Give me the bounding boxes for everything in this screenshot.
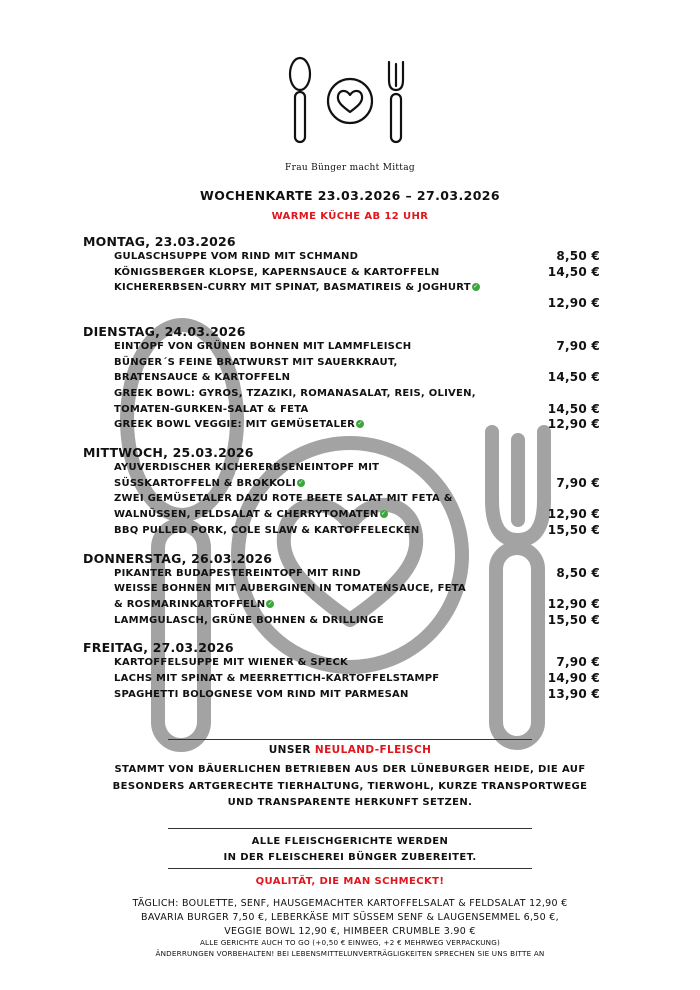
dish-name bbox=[83, 655, 510, 671]
day-heading: DONNERSTAG, 26.03.2026 bbox=[83, 550, 273, 566]
dish-text: GREEK BOWL: GYROS, TZAZIKI, ROMANASALAT, REIS, OLIVEN, TOMATEN-GURKEN-SALAT & FETA bbox=[114, 387, 476, 415]
dish-text: PIKANTER BUDAPESTEREINTOPF MIT RIND bbox=[114, 567, 361, 579]
dish-text: BÜNGER´S FEINE BRATWURST MIT SAUERKRAUT, BRATENSAUCE & KARTOFFELN bbox=[114, 356, 398, 384]
dish-price: 8,50 € bbox=[556, 565, 600, 580]
daily-offers bbox=[60, 897, 640, 939]
dish-name bbox=[83, 265, 510, 281]
menu-item bbox=[83, 687, 600, 703]
divider bbox=[168, 868, 532, 869]
dish-name bbox=[83, 581, 510, 612]
day-section bbox=[83, 445, 600, 539]
hours-notice: WARME KÜCHE AB 12 UHR bbox=[271, 211, 429, 222]
vegetarian-icon: ✓ bbox=[380, 510, 387, 518]
dish-price: 14,50 € bbox=[547, 401, 600, 416]
day-section bbox=[83, 551, 600, 629]
neuland-text: STAMMT VON BÄUERLICHEN BETRIEBEN AUS DER LÜNEBURGER HEIDE, DIE AUF BESONDERS ARTGERECHTE TIERHALTUNG, TIERWOHL, KURZE TRANSPORTWEGE UND TRANSPARENTE HERKUNFT SETZEN. bbox=[112, 764, 588, 808]
menu-item bbox=[83, 265, 600, 281]
day-heading: FREITAG, 27.03.2026 bbox=[83, 640, 234, 656]
neuland-highlight: NEULAND-FLEISCH bbox=[314, 744, 432, 756]
butcher-note-line: ALLE FLEISCHGERICHTE WERDEN bbox=[251, 836, 449, 847]
menu-item bbox=[83, 249, 600, 265]
dish-name bbox=[83, 566, 510, 582]
dish-price: 7,90 € bbox=[556, 655, 600, 670]
vegetarian-icon: ✓ bbox=[267, 599, 274, 607]
dish-text: KÖNIGSBERGER KLOPSE, KAPERNSAUCE & KARTOFFELN bbox=[114, 266, 440, 278]
dish-price: 12,90 € bbox=[547, 296, 600, 311]
dish-text: LACHS MIT SPINAT & MEERRETTICH-KARTOFFELSTAMPF bbox=[114, 673, 440, 685]
menu-item bbox=[83, 355, 600, 386]
day-section bbox=[83, 324, 600, 433]
menu-item bbox=[83, 339, 600, 355]
vegetarian-icon: ✓ bbox=[357, 420, 363, 428]
neuland-prefix: UNSER bbox=[268, 744, 315, 756]
dish-text: BBQ PULLED PORK, COLE SLAW & KARTOFFELECKEN bbox=[114, 524, 420, 536]
menu-item bbox=[83, 296, 600, 312]
dish-name bbox=[83, 249, 510, 265]
quality-slogan: QUALITÄT, DIE MAN SCHMECKT! bbox=[255, 876, 445, 887]
day-heading: MITTWOCH, 25.03.2026 bbox=[83, 445, 254, 461]
dish-price: 15,50 € bbox=[547, 612, 600, 627]
dish-text: EINTOPF VON GRÜNEN BOHNEN MIT LAMMFLEISCH bbox=[114, 340, 412, 352]
menu-item bbox=[83, 417, 600, 433]
brand-name: Frau Bünger macht Mittag bbox=[285, 163, 415, 173]
footnotes bbox=[60, 938, 640, 959]
dish-name bbox=[83, 339, 510, 355]
menu-item bbox=[83, 523, 600, 539]
footnote-line: ÄNDERRUNGEN VORBEHALTEN! BEI LEBENSMITTELUNVERTRÄGLIGKEITEN SPRECHEN SIE UNS BITTE AN bbox=[155, 948, 545, 958]
dish-price: 12,90 € bbox=[547, 417, 600, 432]
dish-name bbox=[83, 280, 510, 296]
day-section bbox=[83, 640, 600, 702]
footnote-line: ALLE GERICHTE AUCH TO GO (+0,50 € EINWEG, +2 € MEHRWEG VERPACKUNG) bbox=[199, 938, 501, 947]
day-heading: MONTAG, 23.03.2026 bbox=[83, 234, 236, 249]
menu-item bbox=[83, 280, 600, 296]
menu-item bbox=[83, 581, 600, 612]
page-title: WOCHENKARTE 23.03.2026 – 27.03.2026 bbox=[200, 188, 500, 203]
butcher-note bbox=[110, 834, 590, 866]
dish-text: ZWEI GEMÜSETALER DAZU ROTE BEETE SALAT MIT FETA & WALNÜSSEN, FELDSALAT & CHERRYTOMATEN bbox=[114, 493, 453, 521]
dish-price: 14,50 € bbox=[547, 264, 600, 279]
dish-name bbox=[83, 417, 510, 433]
vegetarian-icon: ✓ bbox=[473, 283, 479, 291]
menu-item bbox=[83, 655, 600, 671]
dish-price: 15,50 € bbox=[547, 522, 600, 537]
weekly-menu bbox=[83, 234, 600, 714]
neuland-heading bbox=[0, 744, 700, 756]
dish-name bbox=[83, 523, 510, 539]
dish-name bbox=[83, 386, 510, 417]
dish-price: 12,90 € bbox=[547, 596, 600, 611]
menu-item bbox=[83, 566, 600, 582]
dish-text: KICHERERBSEN-CURRY MIT SPINAT, BASMATIREIS & JOGHURT bbox=[114, 282, 471, 294]
dish-price: 12,90 € bbox=[547, 507, 600, 522]
menu-item bbox=[83, 386, 600, 417]
butcher-note-line: IN DER FLEISCHEREI BÜNGER ZUBEREITET. bbox=[223, 852, 477, 863]
dish-name bbox=[83, 671, 510, 687]
dish-text: GREEK BOWL VEGGIE: MIT GEMÜSETALER bbox=[114, 419, 356, 431]
divider bbox=[168, 828, 532, 829]
daily-line: BAVARIA BURGER 7,50 €, LEBERKÄSE MIT SÜSSEM SENF & LAUGENSEMMEL 6,50 €, bbox=[141, 912, 559, 923]
dish-name bbox=[83, 687, 510, 703]
dish-text: GULASCHSUPPE VOM RIND MIT SCHMAND bbox=[114, 251, 359, 262]
dish-price: 14,90 € bbox=[547, 671, 600, 686]
menu-item bbox=[83, 491, 600, 522]
dish-text: LAMMGULASCH, GRÜNE BOHNEN & DRILLINGE bbox=[114, 614, 384, 626]
dish-text: AYUVERDISCHER KICHERERBSENEINTOPF MIT SÜSSKARTOFFELN & BROKKOLI bbox=[114, 462, 380, 489]
daily-line: VEGGIE BOWL 12,90 €, HIMBEER CRUMBLE 3.90 € bbox=[224, 926, 476, 937]
dish-price: 8,50 € bbox=[556, 249, 600, 263]
dish-price: 14,50 € bbox=[547, 370, 600, 385]
dish-price: 7,90 € bbox=[556, 338, 600, 353]
divider bbox=[168, 739, 532, 740]
dish-name bbox=[83, 460, 510, 491]
dish-name bbox=[83, 613, 510, 629]
dish-price: 7,90 € bbox=[556, 475, 600, 490]
dish-name bbox=[83, 355, 510, 386]
dish-text: SPAGHETTI BOLOGNESE VOM RIND MIT PARMESAN bbox=[114, 688, 409, 700]
menu-item bbox=[83, 671, 600, 687]
menu-item bbox=[83, 460, 600, 491]
day-section bbox=[83, 234, 600, 312]
vegetarian-icon: ✓ bbox=[298, 478, 304, 486]
day-heading: DIENSTAG, 24.03.2026 bbox=[83, 323, 246, 339]
dish-text: WEISSE BOHNEN MIT AUBERGINEN IN TOMATENSAUCE, FETA & ROSMARINKARTOFFELN bbox=[114, 583, 467, 610]
dish-name bbox=[83, 491, 510, 522]
dish-price: 13,90 € bbox=[547, 686, 600, 701]
dish-text: KARTOFFELSUPPE MIT WIENER & SPECK bbox=[114, 657, 349, 669]
menu-item bbox=[83, 613, 600, 629]
daily-line: TÄGLICH: BOULETTE, SENF, HAUSGEMACHTER KARTOFFELSALAT & FELDSALAT 12,90 € bbox=[132, 898, 568, 909]
logo-cutlery-icon bbox=[280, 56, 420, 146]
